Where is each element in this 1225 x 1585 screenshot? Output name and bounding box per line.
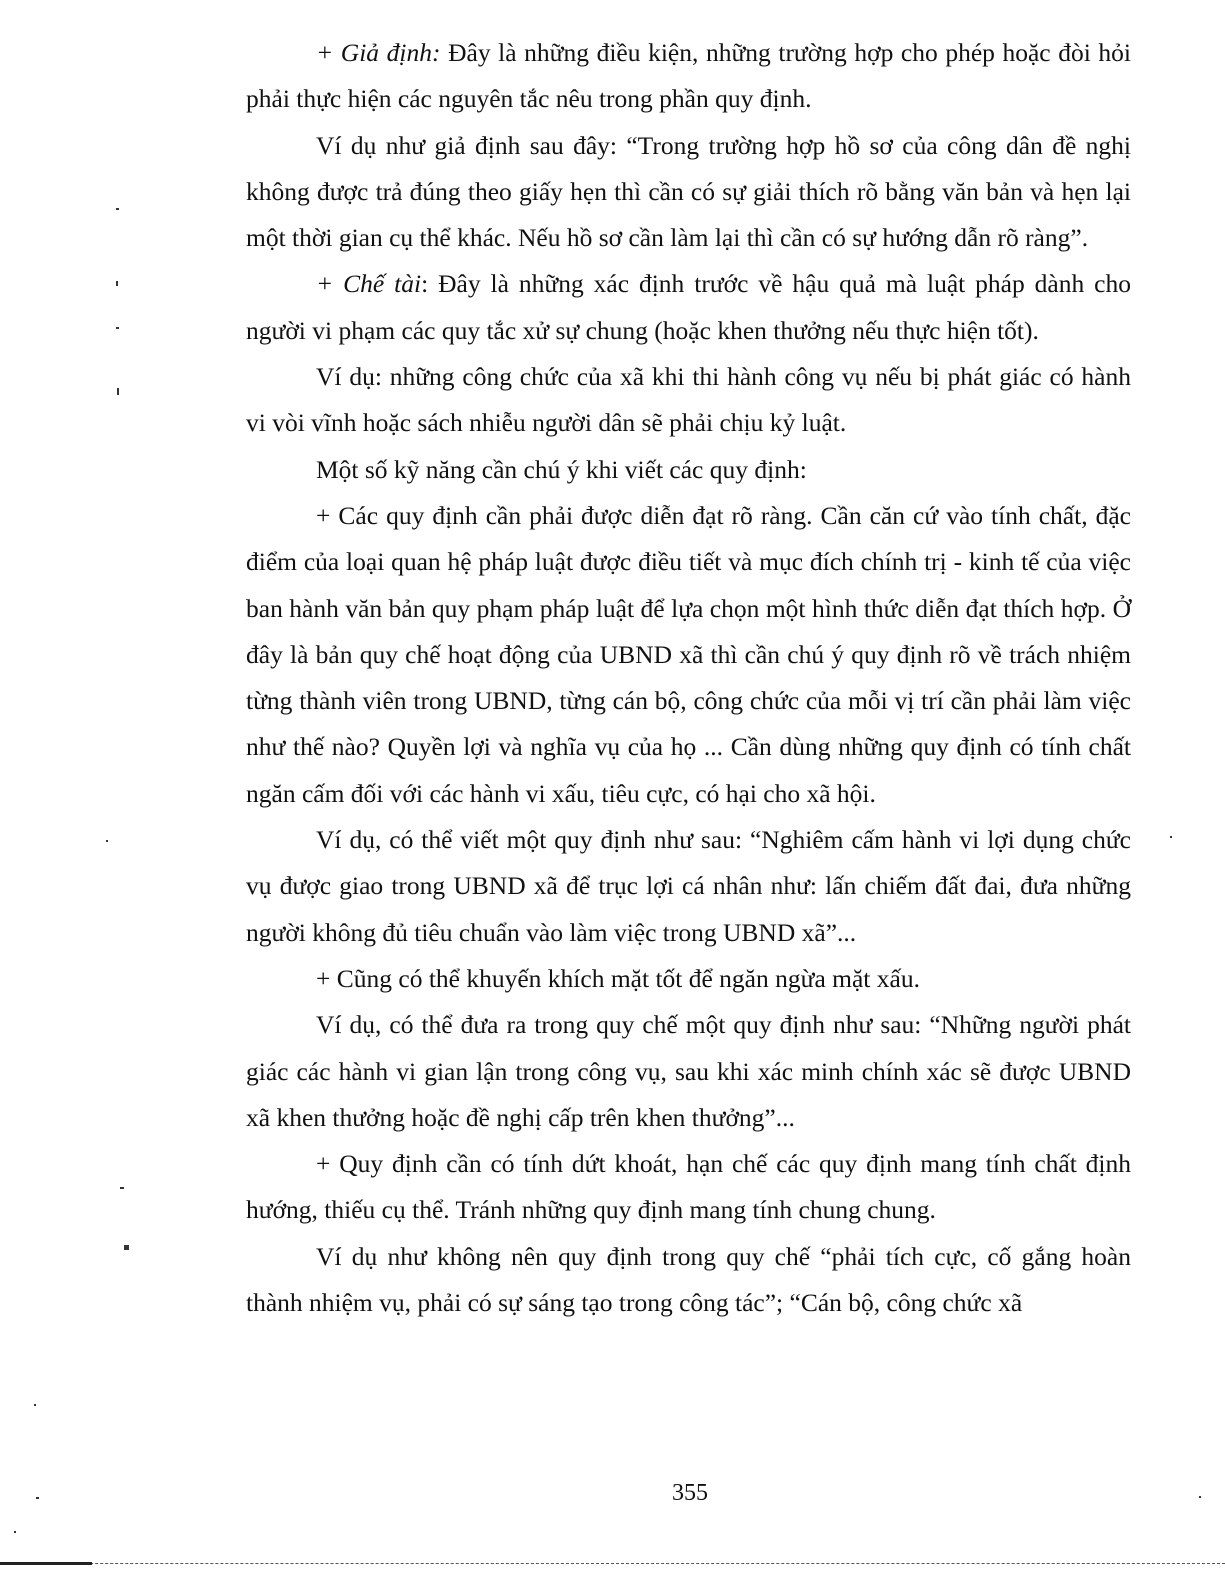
paragraph-text: Ví dụ: những công chức của xã khi thi hành công vụ nếu bị phát giác có hành vi vòi vĩnh hoặc sách nhiễu người dân sẽ phải chịu kỷ luật. <box>246 362 1131 438</box>
scan-speck <box>106 840 108 842</box>
term-gia-dinh: + Giả định: <box>316 38 441 67</box>
paragraph-example-reward <box>246 1002 1131 1141</box>
paragraph-text: + Các quy định cần phải được diễn đạt rõ ràng. Cần căn cứ vào tính chất, đặc điểm của loại quan hệ pháp luật được điều tiết và mục đích chính trị - kinh tế của việc ban hành văn bản quy phạm pháp luật để lựa chọn một hình thức diễn đạt thích hợp. Ở đây là bản quy chế hoạt động của UBND xã thì cần chú ý quy định rõ về trách nhiệm từng thành viên trong UBND, từng cán bộ, công chức của mỗi vị trí cần phải làm việc như thế nào? Quyền lợi và nghĩa vụ của họ ... Cần dùng những quy định có tính chất ngăn cấm đối với các hành vi xấu, tiêu cực, có hại cho xã hội. <box>246 500 1131 808</box>
paragraph-text: : Đây là những xác định trước về hậu quả mà luật pháp dành cho người vi phạm các quy tắc xử sự chung (hoặc khen thưởng nếu thực hiện tốt). <box>246 269 1131 345</box>
paragraph-example-prohibition <box>246 817 1131 956</box>
paragraph-text: Ví dụ, có thể đưa ra trong quy chế một quy định như sau: “Những người phát giác các hành vi gian lận trong công vụ, sau khi xác minh chính xác sẽ được UBND xã khen thưởng hoặc đề nghị cấp trên khen thưởng”... <box>246 1010 1131 1132</box>
footer-rule-mark <box>0 1562 92 1565</box>
paragraph-text: Ví dụ như giả định sau đây: “Trong trường hợp hồ sơ của công dân đề nghị không được trả đúng theo giấy hẹn thì cần có sự giải thích rõ bằng văn bản và hẹn lại một thời gian cụ thể khác. Nếu hồ sơ cần làm lại thì cần có sự hướng dẫn rõ ràng”. <box>246 130 1131 253</box>
paragraph-skills-intro <box>246 447 1131 493</box>
paragraph-che-tai <box>246 261 1131 354</box>
scan-speck <box>14 1531 16 1533</box>
paragraph-text: Ví dụ như không nên quy định trong quy chế “phải tích cực, cố gắng hoàn thành nhiệm vụ, phải có sự sáng tạo trong công tác”; “Cán bộ, công chức xã <box>246 1241 1131 1318</box>
page-body <box>246 30 1131 1326</box>
page-number: 355 <box>672 1480 708 1506</box>
scan-speck <box>36 1497 39 1499</box>
scan-speck <box>116 281 118 286</box>
paragraph-text: Một số kỹ năng cần chú ý khi viết các quy định: <box>316 454 807 484</box>
paragraph-text: + Quy định cần có tính dứt khoát, hạn chế các quy định mang tính chất định hướng, thiếu cụ thể. Tránh những quy định mang tính chung chung. <box>246 1149 1131 1225</box>
paragraph-text: Đây là những điều kiện, những trường hợp cho phép hoặc đòi hỏi phải thực hiện các nguyên tắc nêu trong phần quy định. <box>246 38 1131 114</box>
scan-speck <box>34 1404 36 1406</box>
paragraph-gia-dinh <box>246 30 1131 123</box>
footer-rule <box>0 1563 1225 1564</box>
scan-speck <box>116 327 119 329</box>
scan-speck <box>1170 836 1172 838</box>
paragraph-skill-decisive <box>246 1141 1131 1234</box>
scan-speck <box>1199 1496 1201 1498</box>
paragraph-skill-encourage <box>246 956 1131 1002</box>
paragraph-example-gia-dinh <box>246 123 1131 262</box>
paragraph-example-vague <box>246 1234 1131 1327</box>
paragraph-example-che-tai <box>246 354 1131 447</box>
paragraph-text: Ví dụ, có thể viết một quy định như sau: “Nghiêm cấm hành vi lợi dụng chức vụ được giao trong UBND xã để trục lợi cá nhân như: lấn chiếm đất đai, đưa những người không đủ tiêu chuẩn vào làm việc trong UBND xã”... <box>246 825 1131 947</box>
paragraph-skill-clarity <box>246 493 1131 817</box>
paragraph-text: + Cũng có thể khuyến khích mặt tốt để ngăn ngừa mặt xấu. <box>316 963 920 993</box>
scan-speck <box>120 1187 124 1189</box>
scan-speck <box>117 388 119 395</box>
term-che-tai: + Chế tài <box>316 269 422 299</box>
scan-speck <box>116 208 119 210</box>
scan-speck <box>124 1245 129 1250</box>
